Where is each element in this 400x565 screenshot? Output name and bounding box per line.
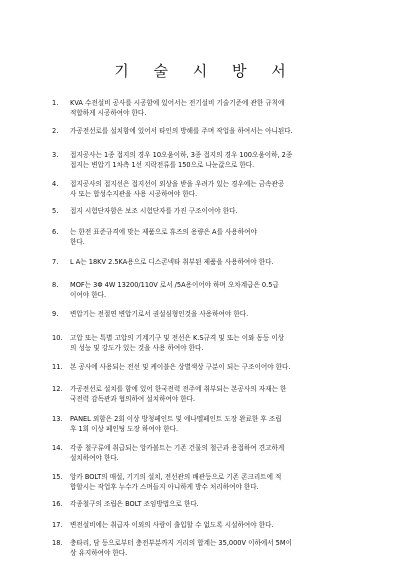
item-line: 적합하게 시공하여야 한다. (70, 109, 147, 117)
item-number: 6. (52, 228, 59, 236)
item-line: 한다. (70, 238, 85, 246)
item-text (70, 126, 293, 136)
item-number: 2. (52, 127, 59, 135)
item-line: 변압기는 전절연 변압기로서 권설심형인것을 사용하여야 한다. (70, 310, 249, 318)
item-number: 12. (52, 385, 63, 393)
item-text (70, 443, 284, 463)
item-line: L A는 18KV 2.5KA용으로 디스콘넥타 취부된 제품을 사용하여야 한다. (70, 258, 274, 266)
item-line: 상 유지하여야 한다. (70, 549, 128, 557)
item-line: 가공전선로를 설치함에 있어서 타인의 방해를 주며 작업을 하여서는 아니된다. (70, 127, 293, 135)
item-line: 사 또는 합성수지관을 사용 시공하여야 한다. (70, 190, 198, 198)
item-text (70, 333, 284, 353)
item-line: 후 1회 이상 페인팅 도장 하여야 한다. (70, 425, 179, 433)
item-text (70, 150, 292, 170)
item-line: 각종 철구류에 취급되는 앙카볼트는 기존 건물의 철근과 용접하여 견고하게 (70, 444, 285, 452)
item-line: 가공전선로 설치를 함에 있어 한국전력 전주에 취부되는 본공사의 자재는 한 (70, 385, 287, 393)
item-text (70, 520, 274, 530)
item-text (70, 98, 284, 118)
item-number: 11. (52, 363, 63, 371)
item-number: 10. (52, 334, 63, 342)
item-line: KVA 수전설비 공사를 시공함에 있어서는 전기설비 기술기준에 관한 규칙에 (70, 99, 285, 107)
item-number: 14. (52, 444, 63, 452)
item-line: 본 공사에 사용되는 전선 및 케이블은 상별색상 구분이 되는 구조이어야 한다. (70, 363, 291, 371)
item-text (70, 206, 238, 216)
item-number: 9. (52, 310, 59, 318)
item-text (70, 227, 257, 247)
item-number: 5. (52, 207, 59, 215)
item-number: 1. (52, 99, 59, 107)
item-line: 의 성능 및 강도가 있는 것을 사용 하여야 한다. (70, 344, 204, 352)
item-number: 4. (52, 180, 59, 188)
item-line: 이여야 한다. (70, 291, 107, 299)
item-line: 변전설비에는 취급자 이외의 사람이 출입할 수 없도록 시설하여야 한다. (70, 521, 274, 529)
item-line: 충타리, 담 등으로부터 충전부분까지 거리의 합계는 35,000V 이하에서 5M이 (70, 539, 292, 547)
item-number: 8. (52, 281, 59, 289)
item-text (70, 414, 282, 434)
item-line: 국전력 감독관과 협의하여 설치하여야 한다. (70, 395, 196, 403)
item-line: 접지 시험단자함은 보조 시험단자를 가진 구조이어야 한다. (70, 207, 238, 215)
item-line: 고압 또는 특별 고압의 기계기구 및 전선은 K.S규격 및 또는 이와 동등 이상 (70, 334, 285, 342)
item-text (70, 538, 292, 558)
item-number: 16. (52, 500, 63, 508)
item-text (70, 280, 279, 300)
item-line: 합할시는 작업후 누수가 스며들지 아니하게 방수 처리하여야 한다. (70, 483, 259, 491)
item-line: MOF는 3Φ 4W 13200/110V 로서 /5A용이어야 하며 오차계급은 0.5급 (70, 281, 279, 289)
item-number: 15. (52, 473, 63, 481)
item-number: 18. (52, 539, 63, 547)
item-number: 3. (52, 151, 59, 159)
item-number: 17. (52, 521, 63, 529)
item-line: 접지공사의 접지선은 접지선이 외상을 받을 우려가 있는 경우에는 금속관공 (70, 180, 285, 188)
item-line: 설치하여야 한다. (70, 454, 119, 462)
item-text (70, 384, 286, 404)
item-line: 는 한전 표준규격에 맞는 제품으로 휴즈의 용량은 A를 사용하여야 (70, 228, 257, 236)
item-text (70, 309, 248, 319)
item-line: 앙카 BOLT의 매설, 기기의 설치, 전선관의 배관등으로 기존 콘크리트에 적 (70, 473, 282, 481)
item-text (70, 499, 199, 509)
item-number: 13. (52, 415, 63, 423)
item-line: PANEL 외함은 2회 이상 방청페인트 및 에나멜페인트 도장 완료한 후 조립 (70, 415, 282, 423)
item-line: 각종철구의 조립은 BOLT 조임방법으로 한다. (70, 500, 199, 508)
item-text (70, 179, 284, 199)
item-text (70, 472, 281, 492)
item-number: 7. (52, 258, 59, 266)
item-text (70, 362, 291, 372)
item-line: 접지공사는 1종 접지의 경우 10오움이하, 3종 접지의 경우 100오움이하, 2종 (70, 151, 293, 159)
item-line: 접지는 변압기 1차측 1선 지락전류를 150으로 나눈값으로 한다. (70, 161, 255, 169)
document-title: 기 술 시 방 서 (114, 62, 296, 80)
item-text (70, 257, 274, 267)
